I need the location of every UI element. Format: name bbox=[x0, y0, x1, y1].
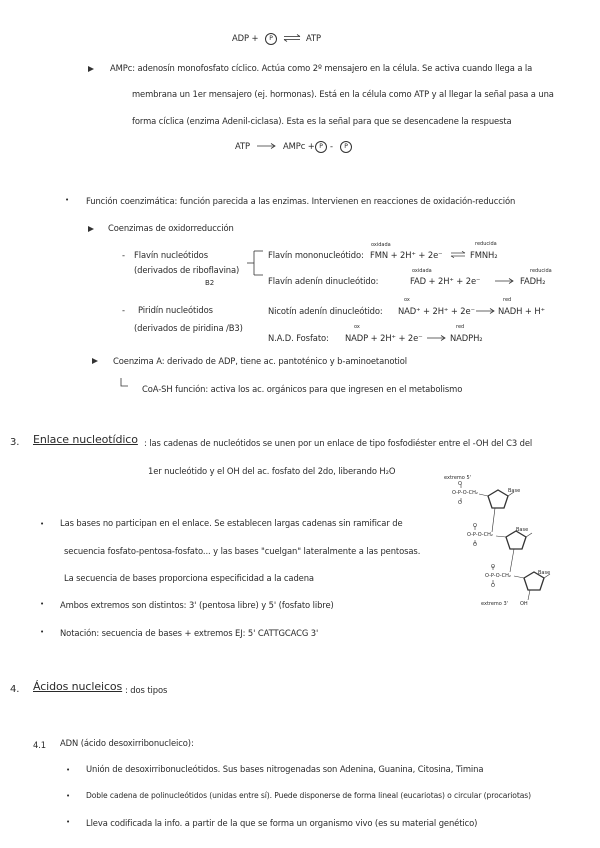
phosphate-circle: P bbox=[315, 141, 327, 153]
diagram-extremo-5: extremo 5' bbox=[444, 475, 472, 481]
arrow-down-right-icon bbox=[119, 378, 129, 388]
nad-red: red bbox=[503, 297, 512, 303]
nad-ox: ox bbox=[404, 297, 410, 303]
adn-bullet-1: Unión de desoxirribonucleótidos. Sus bases nitrogenadas son Adenina, Guanina, Citosina, Timina bbox=[86, 764, 484, 774]
diagram-o: O bbox=[458, 481, 462, 487]
diagram-phosphate-1: O-P-O-CH₂ bbox=[452, 490, 478, 496]
bullet-dot-icon: • bbox=[66, 792, 71, 800]
ampc-line-2: membrana un 1er mensajero (ej. hormonas). Está en la célula como ATP y al llegar la señal pasa a una bbox=[132, 89, 554, 99]
section-3-line-1: : las cadenas de nucleótidos se unen por un enlace de tipo fosfodiéster entre el -OH del C3 del bbox=[144, 438, 533, 448]
phosphate-circle: P bbox=[340, 141, 352, 153]
fad-ox: oxidada bbox=[412, 268, 432, 274]
s3-bullet-1-cont-2: La secuencia de bases proporciona especificidad a la cadena bbox=[64, 573, 314, 583]
arrow-right-icon bbox=[257, 143, 277, 149]
sub-41-number: 4.1 bbox=[33, 740, 47, 750]
sub-41-title: ADN (ácido desoxirribonucleico): bbox=[60, 738, 194, 748]
nadp-eq-right: NADPH₂ bbox=[450, 333, 483, 343]
bullet-dot-icon: • bbox=[40, 600, 45, 608]
atp-label: ATP bbox=[306, 33, 321, 43]
phosphate-circle: P bbox=[265, 33, 277, 45]
bullet-dot-icon: • bbox=[65, 196, 70, 204]
diagram-o: O bbox=[473, 542, 477, 548]
arrow-split-icon bbox=[247, 248, 265, 278]
s3-bullet-1-cont: secuencia fosfato-pentosa-fosfato... y las bases "cuelgan" lateralmente a las pentosas. bbox=[64, 546, 421, 556]
dash: - bbox=[330, 141, 333, 151]
s3-bullet-1: Las bases no participan en el enlace. Se establecen largas cadenas sin ramificar de bbox=[60, 518, 403, 528]
diagram-o: O bbox=[473, 523, 477, 529]
equilibrium-arrow-icon bbox=[283, 34, 303, 42]
section-4-number: 4. bbox=[10, 684, 20, 695]
s3-bullet-3: Notación: secuencia de bases + extremos EJ: 5' CATTGCACG 3' bbox=[60, 628, 319, 638]
section-4-title: Ácidos nucleicos bbox=[33, 680, 123, 693]
section-3-line-2: 1er nucleótido y el OH del ac. fosfato del 2do, liberando H₂O bbox=[148, 466, 396, 476]
fmn-eq-left: FMN + 2H⁺ + 2e⁻ bbox=[370, 250, 443, 260]
section-3-number: 3. bbox=[10, 437, 20, 448]
diagram-phosphate-3: O-P-O-CH₂ bbox=[485, 573, 511, 579]
diagram-o: O bbox=[491, 583, 495, 589]
diagram-base-3: Base bbox=[538, 570, 551, 576]
fmn-eq-right: FMNH₂ bbox=[470, 250, 498, 260]
fad-eq-right: FADH₂ bbox=[520, 276, 546, 286]
diagram-extremo-3: extremo 3' bbox=[481, 601, 509, 607]
nad-eq-left: NAD⁺ + 2H⁺ + 2e⁻ bbox=[398, 306, 475, 316]
arrow-right-icon bbox=[495, 278, 515, 284]
flavin-derived: (derivados de riboflavina) bbox=[134, 265, 240, 275]
diagram-o: O bbox=[491, 564, 495, 570]
piridin-dash: - bbox=[122, 305, 125, 315]
diagram-o: O bbox=[458, 500, 462, 506]
diagram-base-2: Base bbox=[516, 527, 529, 533]
adn-bullet-2: Doble cadena de polinucleótidos (unidas entre sí). Puede disponerse de forma lineal (eucariotas) o circular (procariotas) bbox=[86, 791, 531, 800]
adn-bullet-3: Lleva codificada la info. a partir de la que se forma un organismo vivo (es su material genético) bbox=[86, 818, 478, 828]
section-3-title: Enlace nucleotídico bbox=[33, 433, 138, 446]
diagram-base-1: Base bbox=[508, 488, 521, 494]
piridin-derived: (derivados de piridina /B3) bbox=[134, 323, 243, 333]
coenzimas-oxidorreduccion: Coenzimas de oxidorreducción bbox=[108, 223, 234, 233]
triangle-bullet-icon bbox=[88, 226, 94, 232]
ampc-line-1: AMPc: adenosín monofosfato cíclico. Actúa como 2º mensajero en la célula. Se activa cuando llega a la bbox=[110, 63, 533, 73]
nad-label: Nicotín adenín dinucleótido: bbox=[268, 306, 383, 316]
nad-eq-right: NADH + H⁺ bbox=[498, 306, 545, 316]
ampc-eq-atp: ATP bbox=[235, 141, 250, 151]
fad-red: reducida bbox=[530, 268, 552, 274]
coenzimatica-line: Función coenzimática: función parecida a las enzimas. Intervienen en reacciones de oxidación-reducción bbox=[86, 196, 516, 206]
nadp-red: red bbox=[456, 324, 465, 330]
fmn-label: Flavín mononucleótido: bbox=[268, 250, 364, 260]
bullet-dot-icon: • bbox=[40, 520, 45, 528]
nadp-eq-left: NADP + 2H⁺ + 2e⁻ bbox=[345, 333, 423, 343]
piridin-name: Piridín nucleótidos bbox=[138, 305, 213, 315]
flavin-vitamin: B2 bbox=[205, 279, 215, 287]
nadp-ox: ox bbox=[354, 324, 360, 330]
bullet-dot-icon: • bbox=[40, 628, 45, 636]
bullet-dot-icon: • bbox=[66, 818, 71, 826]
s3-bullet-2: Ambos extremos son distintos: 3' (pentosa libre) y 5' (fosfato libre) bbox=[60, 600, 334, 610]
ampc-line-3: forma cíclica (enzima Adenil-ciclasa). Esta es la señal para que se desencadene la respuesta bbox=[132, 116, 512, 126]
nadp-label: N.A.D. Fosfato: bbox=[268, 333, 329, 343]
coa-sub: CoA-SH función: activa los ac. orgánicos para que ingresen en el metabolismo bbox=[142, 384, 463, 394]
triangle-bullet-icon bbox=[92, 358, 98, 364]
adp-equation-left: ADP + bbox=[232, 33, 259, 43]
coa-line: Coenzima A: derivado de ADP, tiene ac. pantoténico y b-aminoetanotiol bbox=[113, 356, 408, 366]
arrow-right-icon bbox=[427, 335, 447, 341]
triangle-bullet-icon bbox=[88, 66, 94, 72]
diagram-phosphate-2: O-P-O-CH₂ bbox=[467, 532, 493, 538]
flavin-name: Flavín nucleótidos bbox=[134, 250, 208, 260]
ampc-eq-ampc: AMPc + bbox=[283, 141, 315, 151]
arrow-right-icon bbox=[476, 308, 496, 314]
bullet-dot-icon: • bbox=[66, 766, 71, 774]
flavin-dash: - bbox=[122, 250, 125, 260]
section-4-subtitle: : dos tipos bbox=[125, 685, 168, 695]
equilibrium-arrow-icon bbox=[451, 251, 467, 258]
fmn-red: reducida bbox=[475, 241, 497, 247]
fmn-ox: oxidada bbox=[371, 242, 391, 248]
diagram-oh: OH bbox=[520, 601, 528, 607]
fad-eq-left: FAD + 2H⁺ + 2e⁻ bbox=[410, 276, 481, 286]
fad-label: Flavín adenín dinucleótido: bbox=[268, 276, 379, 286]
